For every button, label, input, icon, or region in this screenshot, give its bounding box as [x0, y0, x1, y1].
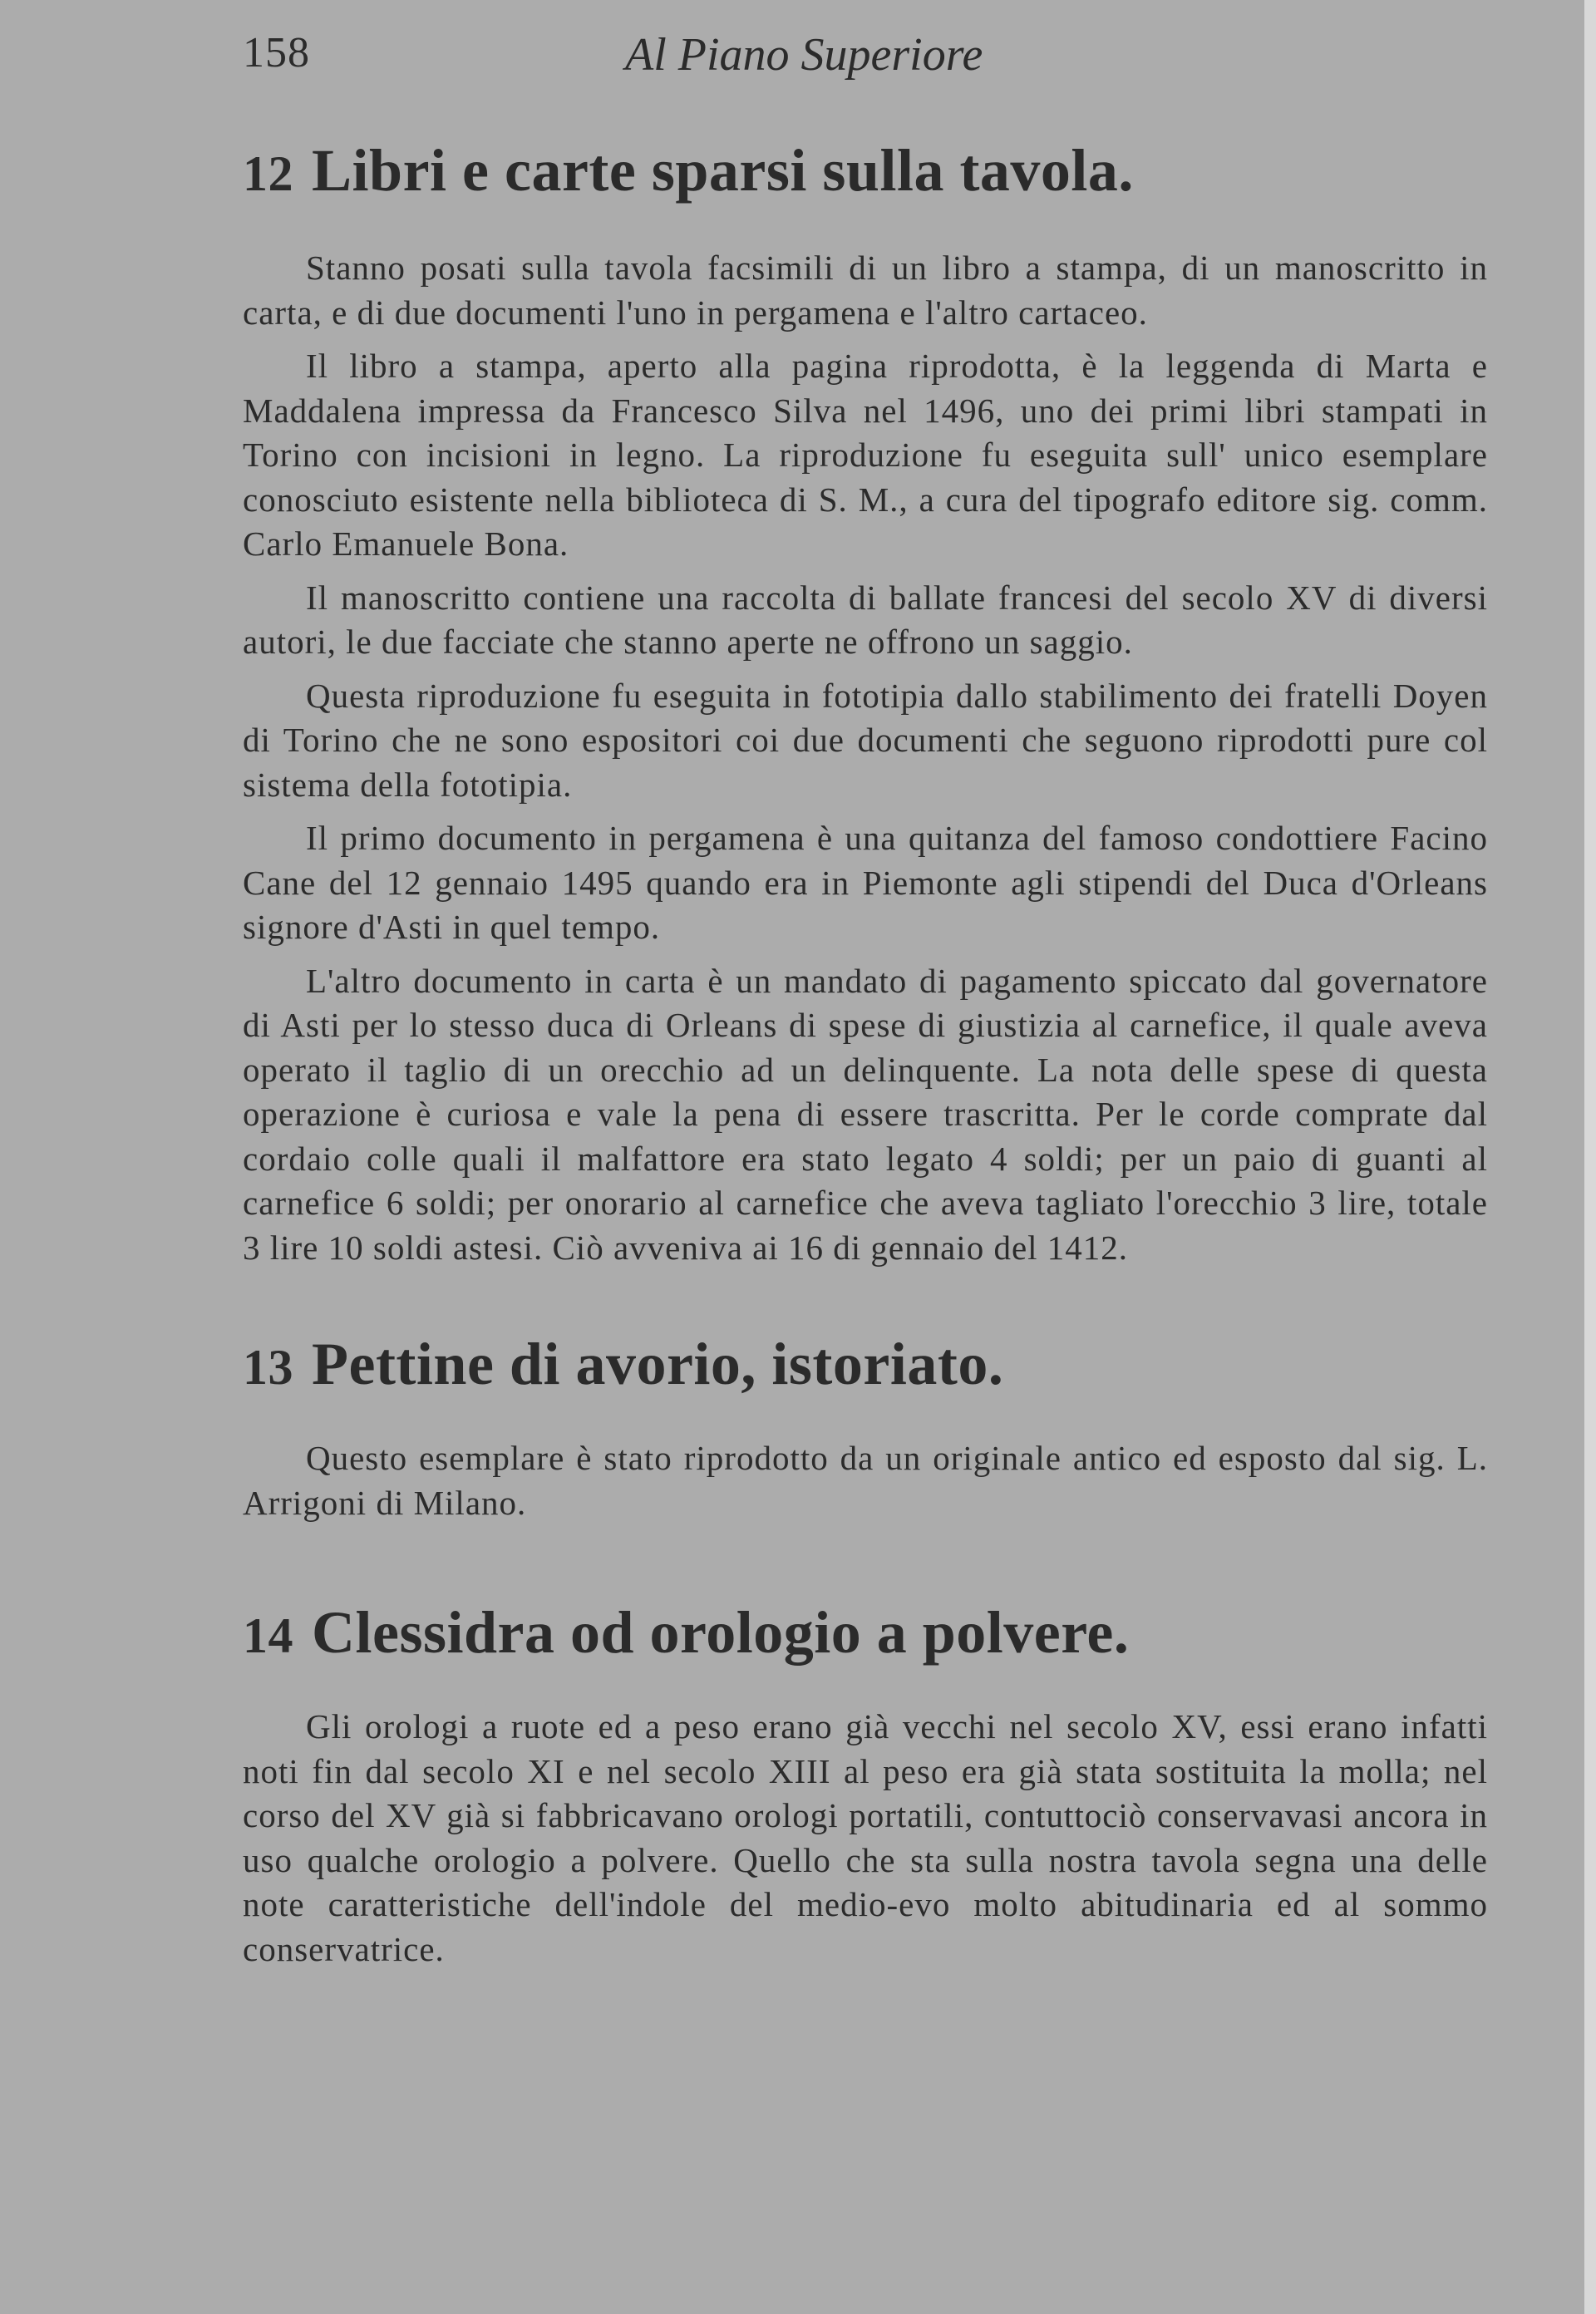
- paragraph: Questo esemplare è stato riprodotto da un originale antico ed esposto dal sig. L. Arrigoni di Milano.: [243, 1439, 1488, 1522]
- page-edge: [1584, 0, 1596, 2314]
- section-heading: [243, 1595, 1488, 1673]
- section-12: [243, 133, 1488, 1270]
- section-number: 14: [243, 1608, 293, 1663]
- paragraph: Gli orologi a ruote ed a peso erano già vecchi nel secolo XV, essi erano infatti noti fin dal secolo XI e nel secolo XIII al peso era già stata sostituita la molla; nel corso del XV già si fabbricavano orologi portatili, contuttociò conservavasi ancora in uso qualche orologio a polvere. Quello che sta sulla nostra tavola segna una delle note caratteristiche dell'indole del medio-evo molto abitudinaria ed al sommo conservatrice.: [243, 1707, 1488, 1968]
- running-title: Al Piano Superiore: [625, 29, 983, 81]
- section-title: Pettine di avorio, istoriato.: [312, 1331, 1004, 1397]
- paragraph: L'altro documento in carta è un mandato di pagamento spiccato dal governatore di Asti per lo stesso duca di Orleans di spese di giustizia al carnefice, il quale aveva operato il taglio di un orecchio ad un delinquente. La nota delle spese di questa operazione è curiosa e vale la pena di essere trascritta. Per le corde comprate dal cordaio colle quali il malfattore era stato legato 4 soldi; per un paio di guanti al carnefice 6 soldi; per onorario al carnefice che aveva tagliato l'orecchio 3 lire, totale 3 lire 10 soldi astesi. Ciò avveniva ai 16 di gennaio del 1412.: [243, 961, 1488, 1267]
- paragraph: Questa riproduzione fu eseguita in fototipia dallo stabilimento dei fratelli Doyen di Torino che ne sono espositori coi due documenti che seguono riprodotti pure col sistema della fototipia.: [243, 676, 1488, 804]
- section-number: 12: [243, 146, 293, 201]
- section-heading: [243, 1327, 1488, 1405]
- section-title: Libri e carte sparsi sulla tavola.: [312, 137, 1134, 204]
- page-number: 158: [243, 29, 310, 76]
- section-title: Clessidra od orologio a polvere.: [312, 1599, 1130, 1666]
- section-heading: [243, 133, 1488, 211]
- section-number: 13: [243, 1340, 293, 1395]
- running-head: [243, 28, 1099, 86]
- section-14: [243, 1595, 1488, 1972]
- page-content: [243, 133, 1488, 1972]
- paragraph: Il manoscritto contiene una raccolta di ballate francesi del secolo XV di diversi autori, le due facciate che stanno aperte ne offrono un saggio.: [243, 578, 1488, 661]
- paragraph: Stanno posati sulla tavola facsimili di un libro a stampa, di un manoscritto in carta, e di due documenti l'uno in pergamena e l'altro cartaceo.: [243, 249, 1488, 332]
- section-13: [243, 1327, 1488, 1525]
- paragraph: Il primo documento in pergamena è una quitanza del famoso condottiere Facino Cane del 12 gennaio 1495 quando era in Piemonte agli stipendi del Duca d'Orleans signore d'Asti in quel tempo.: [243, 819, 1488, 946]
- paragraph: Il libro a stampa, aperto alla pagina riprodotta, è la leggenda di Marta e Maddalena impressa da Francesco Silva nel 1496, uno dei primi libri stampati in Torino con incisioni in legno. La riproduzione fu eseguita sull' unico esemplare conosciuto esistente nella biblioteca di S. M., a cura del tipografo editore sig. comm. Carlo Emanuele Bona.: [243, 347, 1488, 563]
